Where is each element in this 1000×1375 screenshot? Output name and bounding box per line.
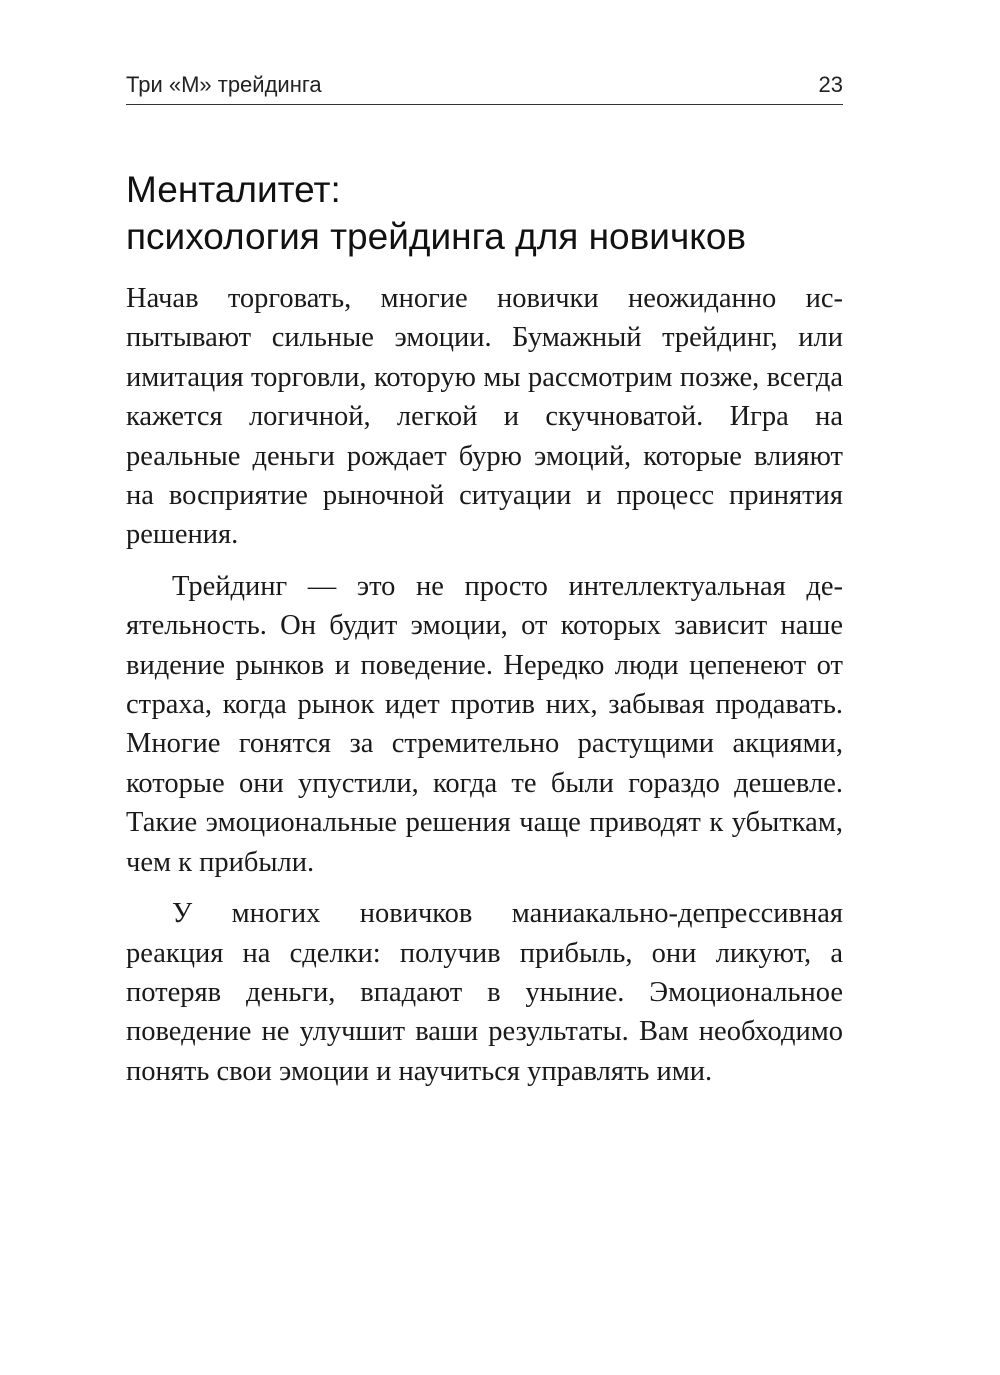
paragraph: Начав торговать, многие новички неожиданно испытывают сильные эмоции. Бумажный трейдинг, или имитация торговли, которую мы рассмотрим позже, всегда кажется логичной, легкой и скучноватой. Игра на реальные деньги рождает бурю эмоций, которые влияют на восприятие рыночной ситуации и процесс принятия решения. (126, 283, 843, 551)
running-title: Три «М» трейдинга (126, 72, 322, 97)
body-text (126, 279, 843, 1103)
paragraph: Трейдинг — это не просто интеллектуальная деятельность. Он будит эмоции, от которых зависит наше видение рынков и поведение. Нередко люди цепенеют от страха, когда рынок идет против них, забывая продавать. Многие гонятся за стремительно растущими акциями, которые они упустили, когда те были гораздо дешевле. Такие эмоциональные решения чаще приводят к убыткам, чем к прибыли. (126, 570, 843, 878)
header-divider (126, 104, 843, 105)
running-head (126, 64, 843, 104)
page-number: 23 (818, 72, 843, 97)
chapter-title (126, 166, 843, 260)
chapter-title-line-2: психология трейдинга для новичков (126, 216, 747, 257)
paragraph: У многих новичков маниакально-депрессивная реакция на сделки: получив прибыль, они ликуют, а потеряв деньги, впадают в уныние. Эмоциональное поведение не улучшит ваши результаты. Вам необходимо понять свои эмоции и научиться управлять ими. (126, 898, 843, 1087)
chapter-title-line-1: Менталитет: (126, 169, 341, 210)
